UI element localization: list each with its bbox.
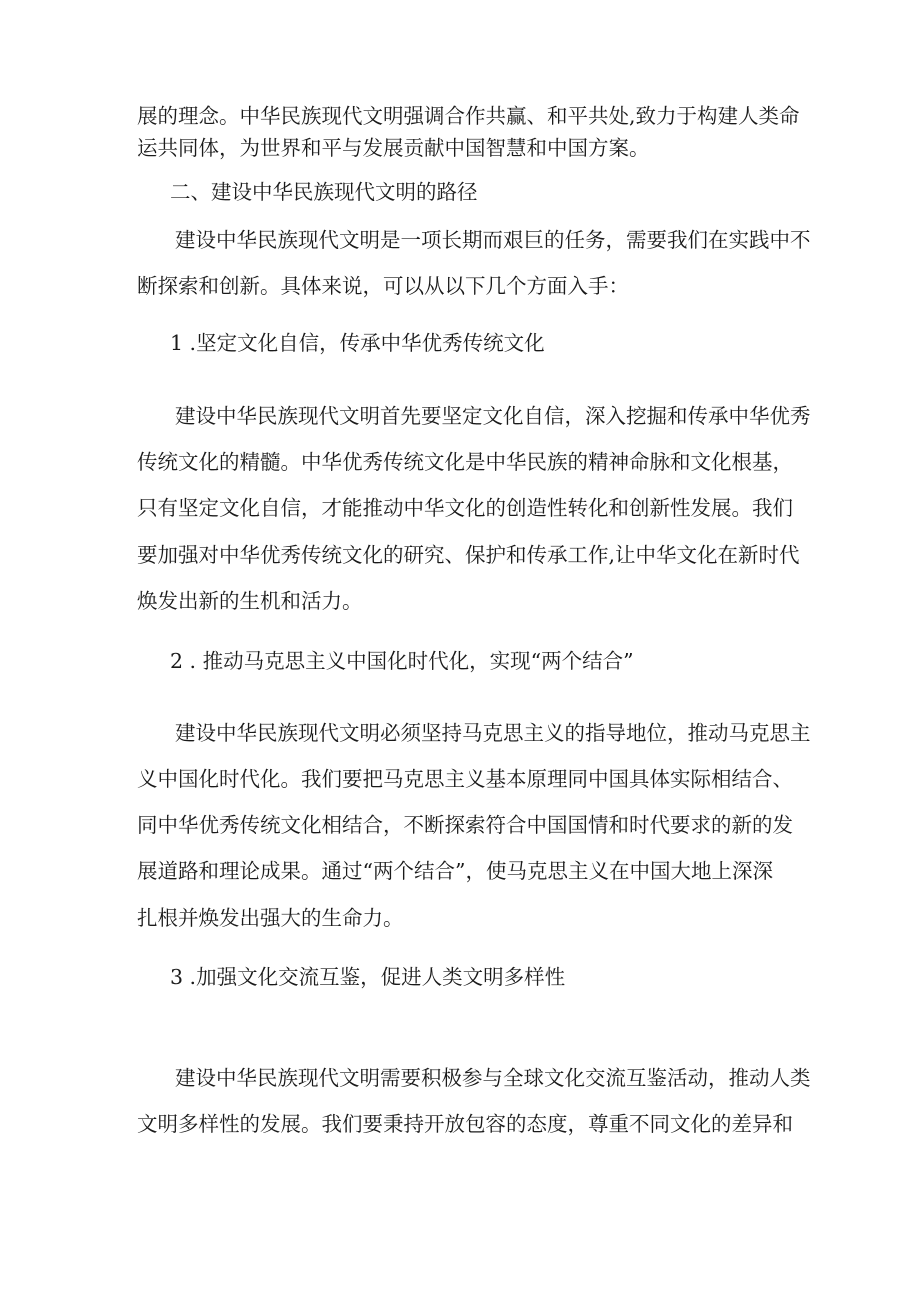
item3-heading: 3 .加强文化交流互鉴，促进人类文明多样性: [170, 965, 566, 989]
item3-line-1: 建设中华民族现代文明需要积极参与全球文化交流互鉴活动，推动人类: [175, 1066, 811, 1090]
item3-line-2: 文明多样性的发展。我们要秉持开放包容的态度，尊重不同文化的差异和: [137, 1112, 793, 1136]
item2-line-2: 义中国化时代化。我们要把马克思主义基本原理同中国具体实际相结合、: [137, 767, 793, 791]
item1-line-4: 要加强对中华优秀传统文化的研究、保护和传承工作,让中华文化在新时代: [137, 543, 800, 567]
para-overview-line-1: 建设中华民族现代文明是一项长期而艰巨的任务，需要我们在实践中不: [175, 228, 811, 252]
item2-line-5: 扎根并焕发出强大的生命力。: [137, 906, 404, 930]
para-intro-line-1: 展的理念。中华民族现代文明强调合作共赢、和平共处,致力于构建人类命: [137, 104, 800, 128]
item1-line-5: 焕发出新的生机和活力。: [137, 589, 363, 613]
item2-line-4: 展道路和理论成果。通过“两个结合”，使马克思主义在中国大地上深深: [137, 859, 773, 883]
para-overview-line-2: 断探索和创新。具体来说，可以从以下几个方面入手：: [137, 274, 629, 298]
item2-line-3: 同中华优秀传统文化相结合，不断探索符合中国国情和时代要求的新的发: [137, 813, 793, 837]
item1-heading: 1 .坚定文化自信，传承中华优秀传统文化: [170, 331, 545, 355]
section-heading: 二、建设中华民族现代文明的路径: [170, 180, 478, 204]
item2-line-1: 建设中华民族现代文明必须坚持马克思主义的指导地位，推动马克思主: [175, 721, 811, 745]
para-intro-line-2: 运共同体，为世界和平与发展贡献中国智慧和中国方案。: [137, 136, 650, 160]
item1-line-2: 传统文化的精髓。中华优秀传统文化是中华民族的精神命脉和文化根基，: [137, 450, 793, 474]
item1-line-1: 建设中华民族现代文明首先要坚定文化自信，深入挖掘和传承中华优秀: [175, 404, 811, 428]
item1-line-3: 只有坚定文化自信，才能推动中华文化的创造性转化和创新性发展。我们: [137, 496, 793, 520]
item2-heading: 2 . 推动马克思主义中国化时代化，实现“两个结合”: [170, 649, 634, 673]
